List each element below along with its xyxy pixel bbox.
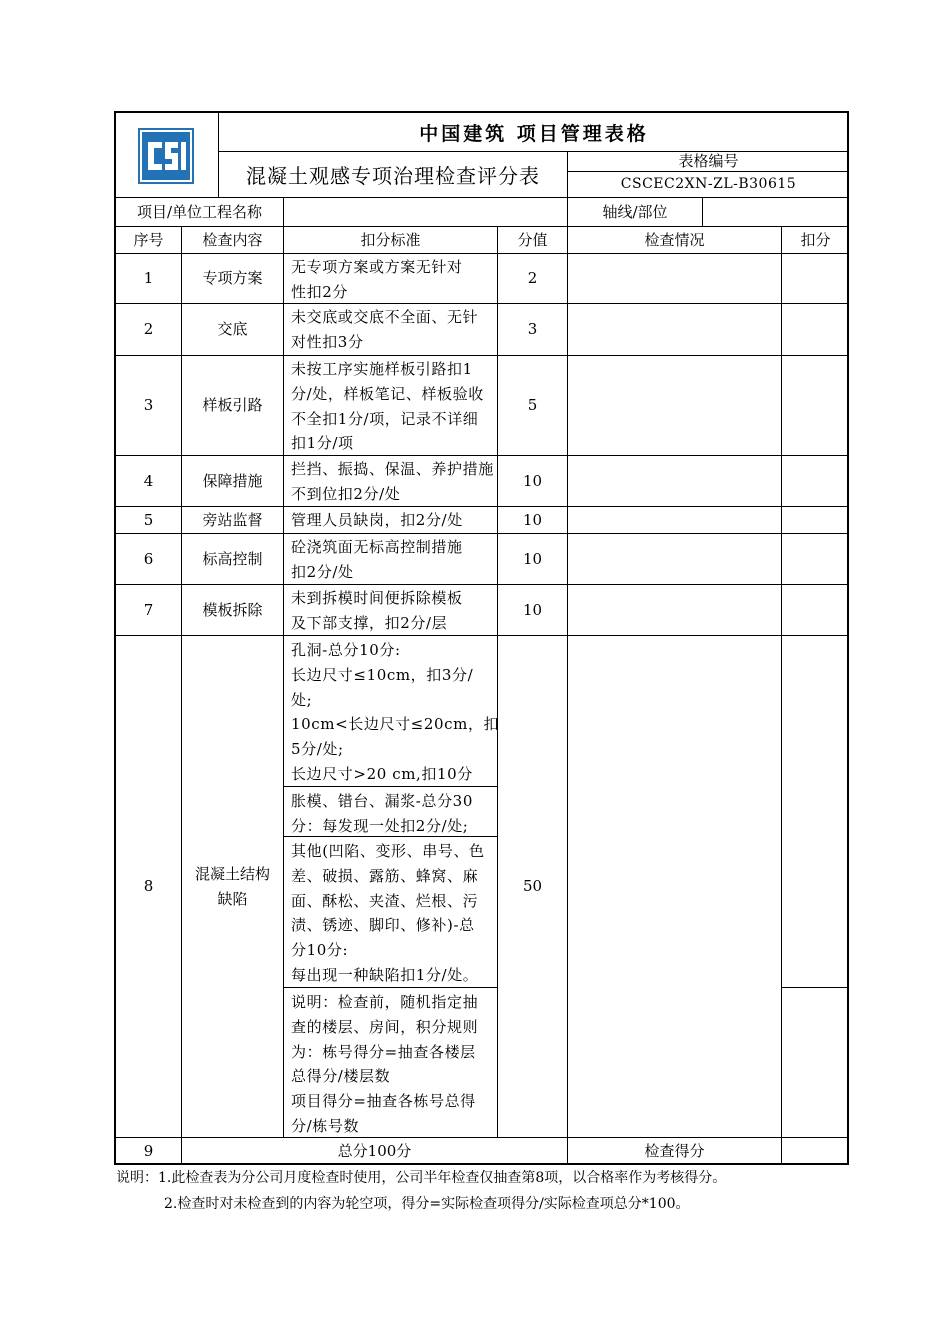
- form-title: 混凝土观感专项治理检查评分表: [246, 163, 540, 188]
- row-no: 6: [143, 549, 154, 568]
- row-score: 5: [527, 396, 538, 414]
- row-no: 2: [143, 320, 154, 338]
- cscec-logo: [138, 128, 194, 184]
- criteria-block-holes: 孔洞-总分10分: 长边尺寸≤10cm，扣3分/ 处; 10cm<长边尺寸≤20cm，扣 5分/处; 长边尺寸>20 cm,扣10分: [291, 641, 500, 783]
- row-criteria: 未交底或交底不全面、无针 对性扣3分: [291, 308, 479, 351]
- row-criteria: 无专项方案或方案无针对 性扣2分: [291, 258, 463, 301]
- cscec-logo-icon: [138, 128, 194, 184]
- check-score-label: 检查得分: [644, 1142, 705, 1160]
- col-header-deduct: 扣分: [800, 231, 831, 249]
- row-no: 8: [143, 877, 154, 895]
- row-criteria: 砼浇筑面无标高控制措施 扣2分/处: [291, 538, 463, 581]
- note-line-1: 说明：1.此检查表为分公司月度检查时使用，公司半年检查仅抽查第8项，以合格率作为考核得分。: [116, 1170, 727, 1186]
- form-code-value: CSCEC2XN-ZL-B30615: [620, 175, 797, 192]
- row-item: 交底: [217, 320, 248, 338]
- row-item: 样板引路: [202, 396, 263, 414]
- total-score-label: 总分100分: [337, 1142, 412, 1160]
- row-no: 3: [143, 396, 154, 414]
- row-item: 专项方案: [202, 269, 263, 287]
- row-criteria: 未按工序实施样板引路扣1 分/处，样板笔记、样板验收 不全扣1分/项，记录不详细 扣1分/项: [291, 360, 484, 453]
- location-label: 轴线/部位: [602, 202, 668, 221]
- col-header-criteria: 扣分标准: [360, 231, 421, 249]
- criteria-block-other-defects: 其他(凹陷、变形、串号、色 差、破损、露筋、蜂窝、麻 面、酥松、夹渣、烂根、污 渍、锈迹、脚印、修补)-总 分10分: 每出现一种缺陷扣1分/处。: [291, 842, 485, 984]
- project-name-label: 项目/单位工程名称: [136, 202, 263, 221]
- row-item: 旁站监督: [202, 510, 263, 529]
- check-score-field[interactable]: [782, 1138, 849, 1165]
- row-score: 50: [522, 877, 543, 895]
- row-criteria: 未到拆模时间便拆除模板 及下部支撑，扣2分/层: [291, 589, 463, 632]
- row-criteria: 拦挡、振捣、保温、养护措施 不到位扣2分/处: [291, 460, 494, 503]
- inspection-form: [114, 111, 849, 1165]
- row-score: 10: [522, 549, 543, 568]
- criteria-block-explanation: 说明：检查前，随机指定抽 查的楼层、房间，积分规则 为：栋号得分=抽查各楼层 总得分/楼层数 项目得分=抽查各栋号总得 分/栋号数: [291, 993, 479, 1135]
- row-item: 混凝土结构 缺陷: [194, 864, 270, 908]
- row-no: 4: [143, 471, 154, 490]
- col-header-score: 分值: [517, 231, 548, 249]
- row-no: 1: [143, 269, 154, 287]
- col-header-item: 检查内容: [202, 231, 263, 249]
- row-criteria: 管理人员缺岗，扣2分/处: [291, 511, 463, 529]
- row-score: 3: [527, 320, 538, 338]
- row-item: 保障措施: [202, 471, 263, 490]
- row-score: 10: [522, 510, 543, 529]
- row-score: 10: [522, 471, 543, 490]
- col-header-check: 检查情况: [644, 231, 705, 249]
- criteria-block-bulging: 胀模、错台、漏浆-总分30 分：每发现一处扣2分/处;: [291, 792, 473, 835]
- row-no: 5: [143, 510, 154, 529]
- row-no: 9: [143, 1142, 154, 1160]
- row-no: 7: [143, 600, 154, 619]
- location-field[interactable]: [703, 198, 849, 226]
- project-name-field[interactable]: [284, 198, 567, 226]
- note-line-2: 2.检查时对未检查到的内容为轮空项，得分=实际检查项得分/实际检查项总分*100。: [164, 1196, 690, 1212]
- row-score: 2: [527, 269, 538, 287]
- row-score: 10: [522, 600, 543, 619]
- row-item: 模板拆除: [202, 600, 263, 619]
- form-code-label: 表格编号: [678, 152, 739, 170]
- row-item: 标高控制: [202, 549, 263, 568]
- company-title: 中国建筑 项目管理表格: [419, 122, 649, 145]
- col-header-no: 序号: [133, 231, 164, 249]
